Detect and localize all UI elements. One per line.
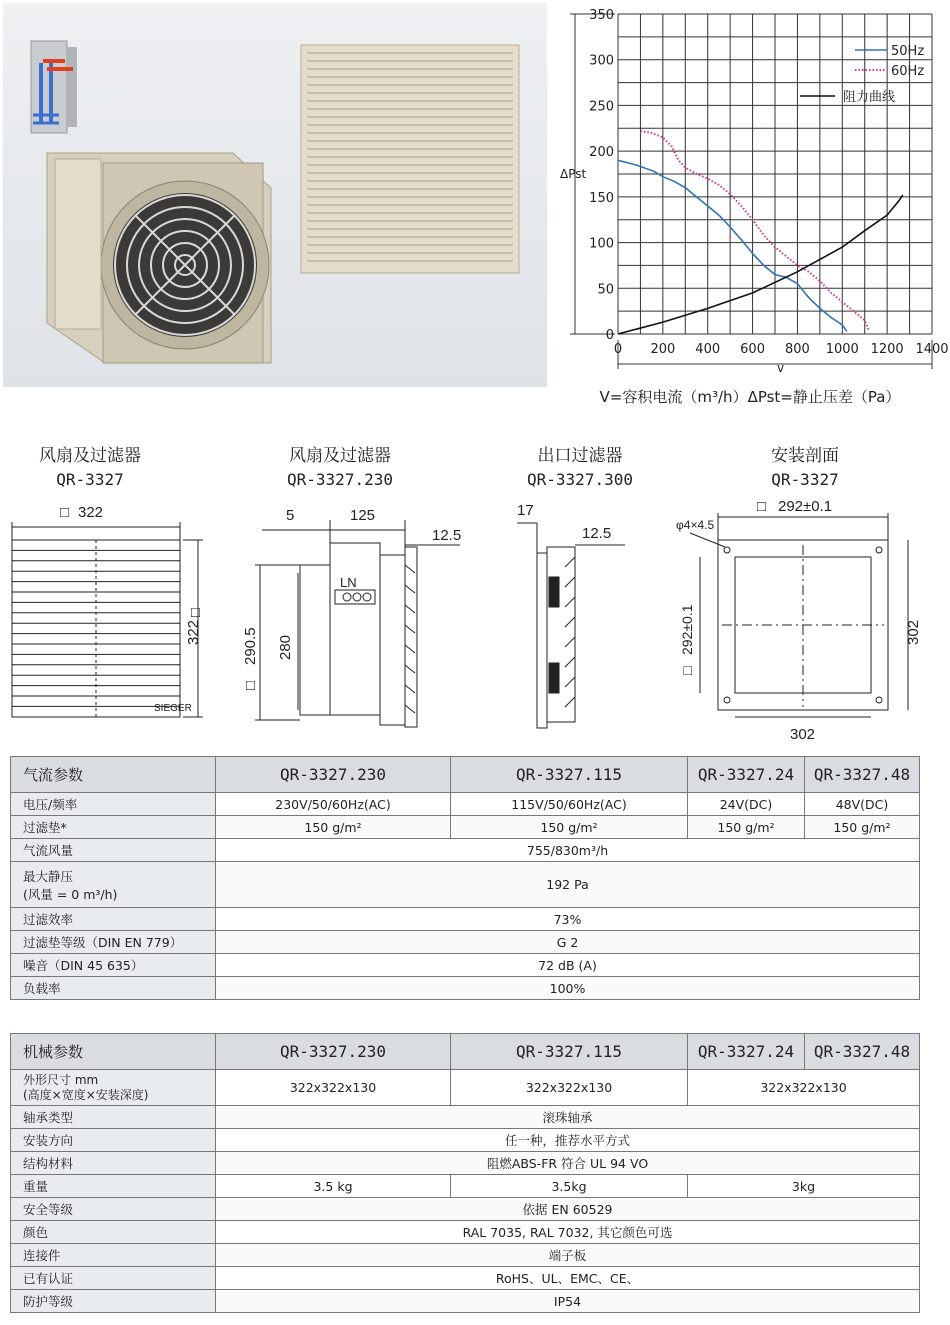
drawing-4-model: QR-3327 — [771, 470, 839, 489]
table-row — [11, 1106, 920, 1129]
drawing-1-model: QR-3327 — [56, 470, 124, 489]
cell: 150 g/m² — [451, 816, 688, 839]
airflow-header-row — [11, 757, 920, 793]
airflow-header-title: 气流参数 — [11, 757, 216, 793]
y-axis-title: ΔPst — [560, 167, 587, 181]
drawing-4-cutout-view — [690, 513, 908, 717]
table-row — [11, 1070, 920, 1106]
x-tick-label: 800 — [785, 342, 810, 357]
d1-square-top: □ — [60, 504, 70, 521]
cell: 滚珠轴承 — [216, 1106, 920, 1129]
d4-dim-right: 302 — [905, 619, 922, 645]
x-tick-label: 1000 — [825, 342, 859, 357]
d2-dim-c: 12.5 — [432, 527, 462, 544]
d2-dim-b: 125 — [350, 507, 376, 524]
row-label: 结构材料 — [11, 1152, 216, 1175]
row-label: 过滤垫等级（DIN EN 779） — [11, 931, 216, 954]
cell: 端子板 — [216, 1244, 920, 1267]
legend-label-1: 60Hz — [891, 64, 925, 79]
d4-dim-bottom: 302 — [790, 726, 816, 743]
table-row — [11, 1267, 920, 1290]
y-tick-label: 100 — [589, 236, 614, 252]
d1-brand: SIEGER — [154, 703, 192, 714]
cell: IP54 — [216, 1290, 920, 1313]
table-row — [11, 862, 920, 908]
drawing-1-title: 风扇及过滤器 — [39, 446, 141, 466]
cell: 73% — [216, 908, 920, 931]
row-label: 负载率 — [11, 977, 216, 1000]
product-illustration — [3, 3, 547, 387]
cell: 依据 EN 60529 — [216, 1198, 920, 1221]
cell: 150 g/m² — [805, 816, 920, 839]
filter-grille-image — [301, 45, 519, 273]
row-label: 安装方向 — [11, 1129, 216, 1152]
y-tick-label: 300 — [589, 53, 614, 69]
x-tick-label: 400 — [695, 342, 721, 357]
drawing-3-model: QR-3327.300 — [527, 470, 633, 489]
cell: 322x322x130 — [216, 1070, 451, 1106]
cell: 322x322x130 — [688, 1070, 920, 1106]
table-row — [11, 816, 920, 839]
drawing-2-title-block — [255, 445, 425, 491]
chart-legend — [800, 44, 924, 105]
d4-square-left: □ — [679, 666, 695, 675]
cell: 230V/50/60Hz(AC) — [216, 793, 451, 816]
y-tick-label: 50 — [597, 282, 614, 298]
d2-square: □ — [242, 680, 259, 690]
cell: 48V(DC) — [805, 793, 920, 816]
cell: 192 Pa — [216, 862, 920, 908]
drawing-1-front-view — [12, 522, 203, 717]
table-row — [11, 1244, 920, 1267]
table-row — [11, 908, 920, 931]
table-row — [11, 1175, 920, 1198]
d4-dim-top: 292±0.1 — [778, 498, 833, 515]
table-row — [11, 931, 920, 954]
cell: 24V(DC) — [688, 793, 805, 816]
row-label: 连接件 — [11, 1244, 216, 1267]
legend-label-2: 阻力曲线 — [843, 90, 896, 105]
row-label-line2: (风量 = 0 m³/h) — [23, 886, 118, 902]
mech-header-title: 机械参数 — [11, 1034, 216, 1070]
airflow-header-230: QR-3327.230 — [216, 757, 451, 793]
pressure-flow-chart — [555, 0, 950, 420]
cell: 150 g/m² — [688, 816, 805, 839]
y-tick-label: 350 — [589, 8, 614, 23]
y-tick-label: 150 — [589, 190, 614, 206]
table-row — [11, 1198, 920, 1221]
drawing-1-title-block — [15, 445, 165, 491]
d2-dim-a: 5 — [286, 507, 295, 524]
table-row — [11, 793, 920, 816]
d1-width-label: 322 — [78, 504, 104, 521]
row-label-line2: (高度×宽度×安装深度) — [23, 1087, 149, 1102]
x-tick-label: 600 — [740, 342, 765, 357]
mech-header-115: QR-3327.115 — [451, 1034, 688, 1070]
series-line-2 — [618, 195, 903, 334]
table-row — [11, 1152, 920, 1175]
cell: 3.5 kg — [216, 1175, 451, 1198]
row-label: 防护等级 — [11, 1290, 216, 1313]
row-label — [11, 1070, 216, 1106]
cell: 100% — [216, 977, 920, 1000]
cell: 3kg — [688, 1175, 920, 1198]
d4-dim-left: 292±0.1 — [679, 604, 695, 655]
row-label-line1: 外形尺寸 mm — [23, 1072, 99, 1087]
mech-header-230: QR-3327.230 — [216, 1034, 451, 1070]
row-label — [11, 862, 216, 908]
technical-drawings — [0, 495, 950, 750]
cell: 3.5kg — [451, 1175, 688, 1198]
series-line-0 — [618, 160, 847, 331]
row-label: 轴承类型 — [11, 1106, 216, 1129]
drawing-4-title: 安装剖面 — [771, 446, 839, 466]
table-row — [11, 1290, 920, 1313]
y-tick-label: 200 — [589, 145, 614, 161]
d2-terminal: LN — [340, 575, 357, 590]
row-label: 颜色 — [11, 1221, 216, 1244]
table-row — [11, 1221, 920, 1244]
row-label-line1: 最大静压 — [23, 868, 74, 884]
table-row — [11, 839, 920, 862]
airflow-header-115: QR-3327.115 — [451, 757, 688, 793]
d4-square-top: □ — [757, 498, 767, 515]
row-label: 噪音（DIN 45 635） — [11, 954, 216, 977]
d4-hole: φ4×4.5 — [676, 518, 715, 532]
row-label: 气流风量 — [11, 839, 216, 862]
chart-grid — [618, 14, 932, 334]
cell: 322x322x130 — [451, 1070, 688, 1106]
cell: 阻燃ABS-FR 符合 UL 94 VO — [216, 1152, 920, 1175]
row-label: 电压/频率 — [11, 793, 216, 816]
airflow-header-48: QR-3327.48 — [805, 757, 920, 793]
cell: RoHS、UL、EMC、CE、 — [216, 1267, 920, 1290]
y-tick-label: 250 — [589, 99, 614, 115]
mechanical-table — [10, 1033, 920, 1313]
x-axis-title: v — [777, 361, 785, 375]
x-tick-label: 1400 — [915, 342, 949, 357]
cell: 任一种，推荐水平方式 — [216, 1129, 920, 1152]
table-row — [11, 977, 920, 1000]
drawing-3-title-block — [495, 445, 665, 491]
row-label: 已有认证 — [11, 1267, 216, 1290]
chart-svg — [555, 0, 950, 420]
row-label: 安全等级 — [11, 1198, 216, 1221]
d2-height-1: 290.5 — [242, 627, 259, 665]
d1-square-side: □ — [187, 607, 204, 617]
cell: 115V/50/60Hz(AC) — [451, 793, 688, 816]
legend-label-0: 50Hz — [891, 44, 925, 59]
drawing-2-title: 风扇及过滤器 — [289, 446, 391, 466]
chart-caption: V=容积电流（m³/h）ΔPst=静止压差（Pa） — [599, 388, 901, 406]
x-tick-label: 200 — [650, 342, 676, 357]
d2-height-2: 280 — [277, 634, 294, 660]
row-label: 重量 — [11, 1175, 216, 1198]
cell: RAL 7035, RAL 7032, 其它颜色可选 — [216, 1221, 920, 1244]
cabinet-airflow-icon — [31, 41, 77, 133]
drawing-4-title-block — [725, 445, 885, 491]
cell: 72 dB (A) — [216, 954, 920, 977]
x-tick-label: 0 — [613, 342, 623, 357]
mech-header-24: QR-3327.24 — [688, 1034, 805, 1070]
product-photo — [3, 3, 547, 387]
drawing-2-model: QR-3327.230 — [287, 470, 393, 489]
table-row — [11, 954, 920, 977]
cell: G 2 — [216, 931, 920, 954]
cell: 755/830m³/h — [216, 839, 920, 862]
y-tick-label: 0 — [605, 328, 614, 343]
d3-dim-a: 17 — [517, 502, 534, 519]
d1-height-label: 322 — [185, 619, 202, 645]
mech-header-48: QR-3327.48 — [805, 1034, 920, 1070]
table-row — [11, 1129, 920, 1152]
x-tick-label: 1200 — [870, 342, 904, 357]
drawing-3-title: 出口过滤器 — [537, 446, 623, 466]
series-line-1 — [640, 131, 869, 331]
row-label: 过滤垫* — [11, 816, 216, 839]
cell: 150 g/m² — [216, 816, 451, 839]
mech-header-row — [11, 1034, 920, 1070]
drawing-2-side-view — [255, 520, 460, 727]
d3-dim-b: 12.5 — [582, 525, 612, 542]
fan-unit-image — [47, 153, 271, 363]
airflow-header-24: QR-3327.24 — [688, 757, 805, 793]
drawing-3-side-view — [517, 523, 625, 728]
row-label: 过滤效率 — [11, 908, 216, 931]
airflow-table — [10, 756, 920, 1000]
